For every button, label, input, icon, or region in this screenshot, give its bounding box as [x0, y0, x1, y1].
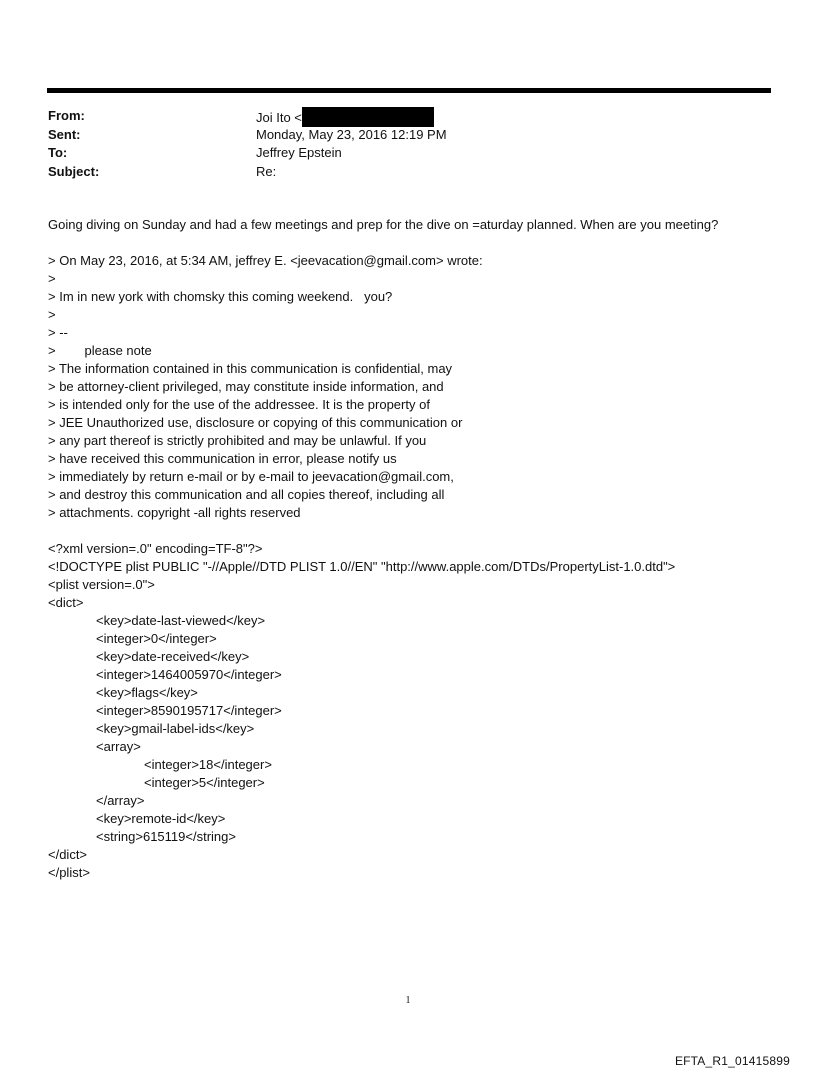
- plist-line: <plist version=.0">: [48, 577, 155, 592]
- plist-line: <key>remote-id</key>: [96, 811, 226, 826]
- quoted-line: > JEE Unauthorized use, disclosure or copying of this communication or: [48, 415, 463, 430]
- quoted-line: > and destroy this communication and all copies thereof, including all: [48, 487, 445, 502]
- redaction-box: [302, 107, 434, 127]
- quoted-line: > have received this communication in error, please notify us: [48, 451, 397, 466]
- quoted-line: > Im in new york with chomsky this coming weekend. you?: [48, 289, 393, 304]
- spacer: [48, 522, 778, 540]
- top-rule: [47, 88, 771, 93]
- quoted-line: >: [48, 271, 56, 286]
- plist-line: <key>date-received</key>: [96, 649, 250, 664]
- quoted-line: >: [48, 307, 56, 322]
- plist-block: [48, 540, 778, 882]
- plist-line: </dict>: [48, 847, 88, 862]
- plist-line: <integer>5</integer>: [144, 775, 265, 790]
- plist-line: <integer>18</integer>: [144, 757, 272, 772]
- quoted-line: > --: [48, 325, 68, 340]
- quoted-line: > be attorney-client privileged, may constitute inside information, and: [48, 379, 444, 394]
- spacer: [48, 234, 778, 252]
- plist-line: <!DOCTYPE plist PUBLIC "-//Apple//DTD PLIST 1.0//EN" "http://www.apple.com/DTDs/PropertyList-1.0.dtd">: [48, 559, 676, 574]
- sent-label: Sent:: [48, 126, 81, 142]
- reply-text: Going diving on Sunday and had a few meetings and prep for the dive on =aturday planned. When are you meeting?: [48, 217, 719, 232]
- from-label: From:: [48, 108, 85, 123]
- quoted-message: [48, 252, 778, 522]
- plist-line: <integer>8590195717</integer>: [96, 703, 282, 718]
- plist-line: </plist>: [48, 865, 90, 880]
- quoted-line: > The information contained in this communication is confidential, may: [48, 361, 453, 376]
- quoted-line: > is intended only for the use of the addressee. It is the property of: [48, 397, 430, 412]
- quoted-line: > immediately by return e-mail or by e-mail to jeevacation@gmail.com,: [48, 469, 454, 484]
- quoted-line: > please note: [48, 343, 152, 358]
- plist-line: <key>gmail-label-ids</key>: [96, 721, 255, 736]
- plist-line: <key>date-last-viewed</key>: [96, 613, 266, 628]
- to-label: To:: [48, 145, 68, 160]
- from-value: [256, 107, 434, 128]
- from-name: Joi Ito <: [256, 110, 302, 125]
- quoted-line: > any part thereof is strictly prohibited and may be unlawful. If you: [48, 433, 427, 448]
- subject-label: Subject:: [48, 163, 100, 179]
- to-value: Jeffrey Epstein: [256, 145, 342, 160]
- plist-line: <string>615119</string>: [96, 829, 236, 844]
- plist-line: <?xml version=.0" encoding=TF-8"?>: [48, 541, 263, 556]
- plist-line: <key>flags</key>: [96, 685, 198, 700]
- quoted-line: > attachments. copyright -all rights reserved: [48, 505, 301, 520]
- plist-line: <integer>0</integer>: [96, 631, 217, 646]
- subject-value: Re:: [256, 163, 277, 179]
- plist-line: <integer>1464005970</integer>: [96, 667, 282, 682]
- plist-line: </array>: [96, 793, 145, 808]
- page-number: 1: [405, 995, 411, 1006]
- plist-line: <dict>: [48, 595, 84, 610]
- plist-line: <array>: [96, 739, 141, 754]
- document-id: EFTA_R1_01415899: [674, 1054, 790, 1068]
- email-body: [48, 216, 778, 882]
- sent-value: Monday, May 23, 2016 12:19 PM: [256, 126, 447, 142]
- quoted-line: > On May 23, 2016, at 5:34 AM, jeffrey E. <jeevacation@gmail.com> wrote:: [48, 253, 483, 268]
